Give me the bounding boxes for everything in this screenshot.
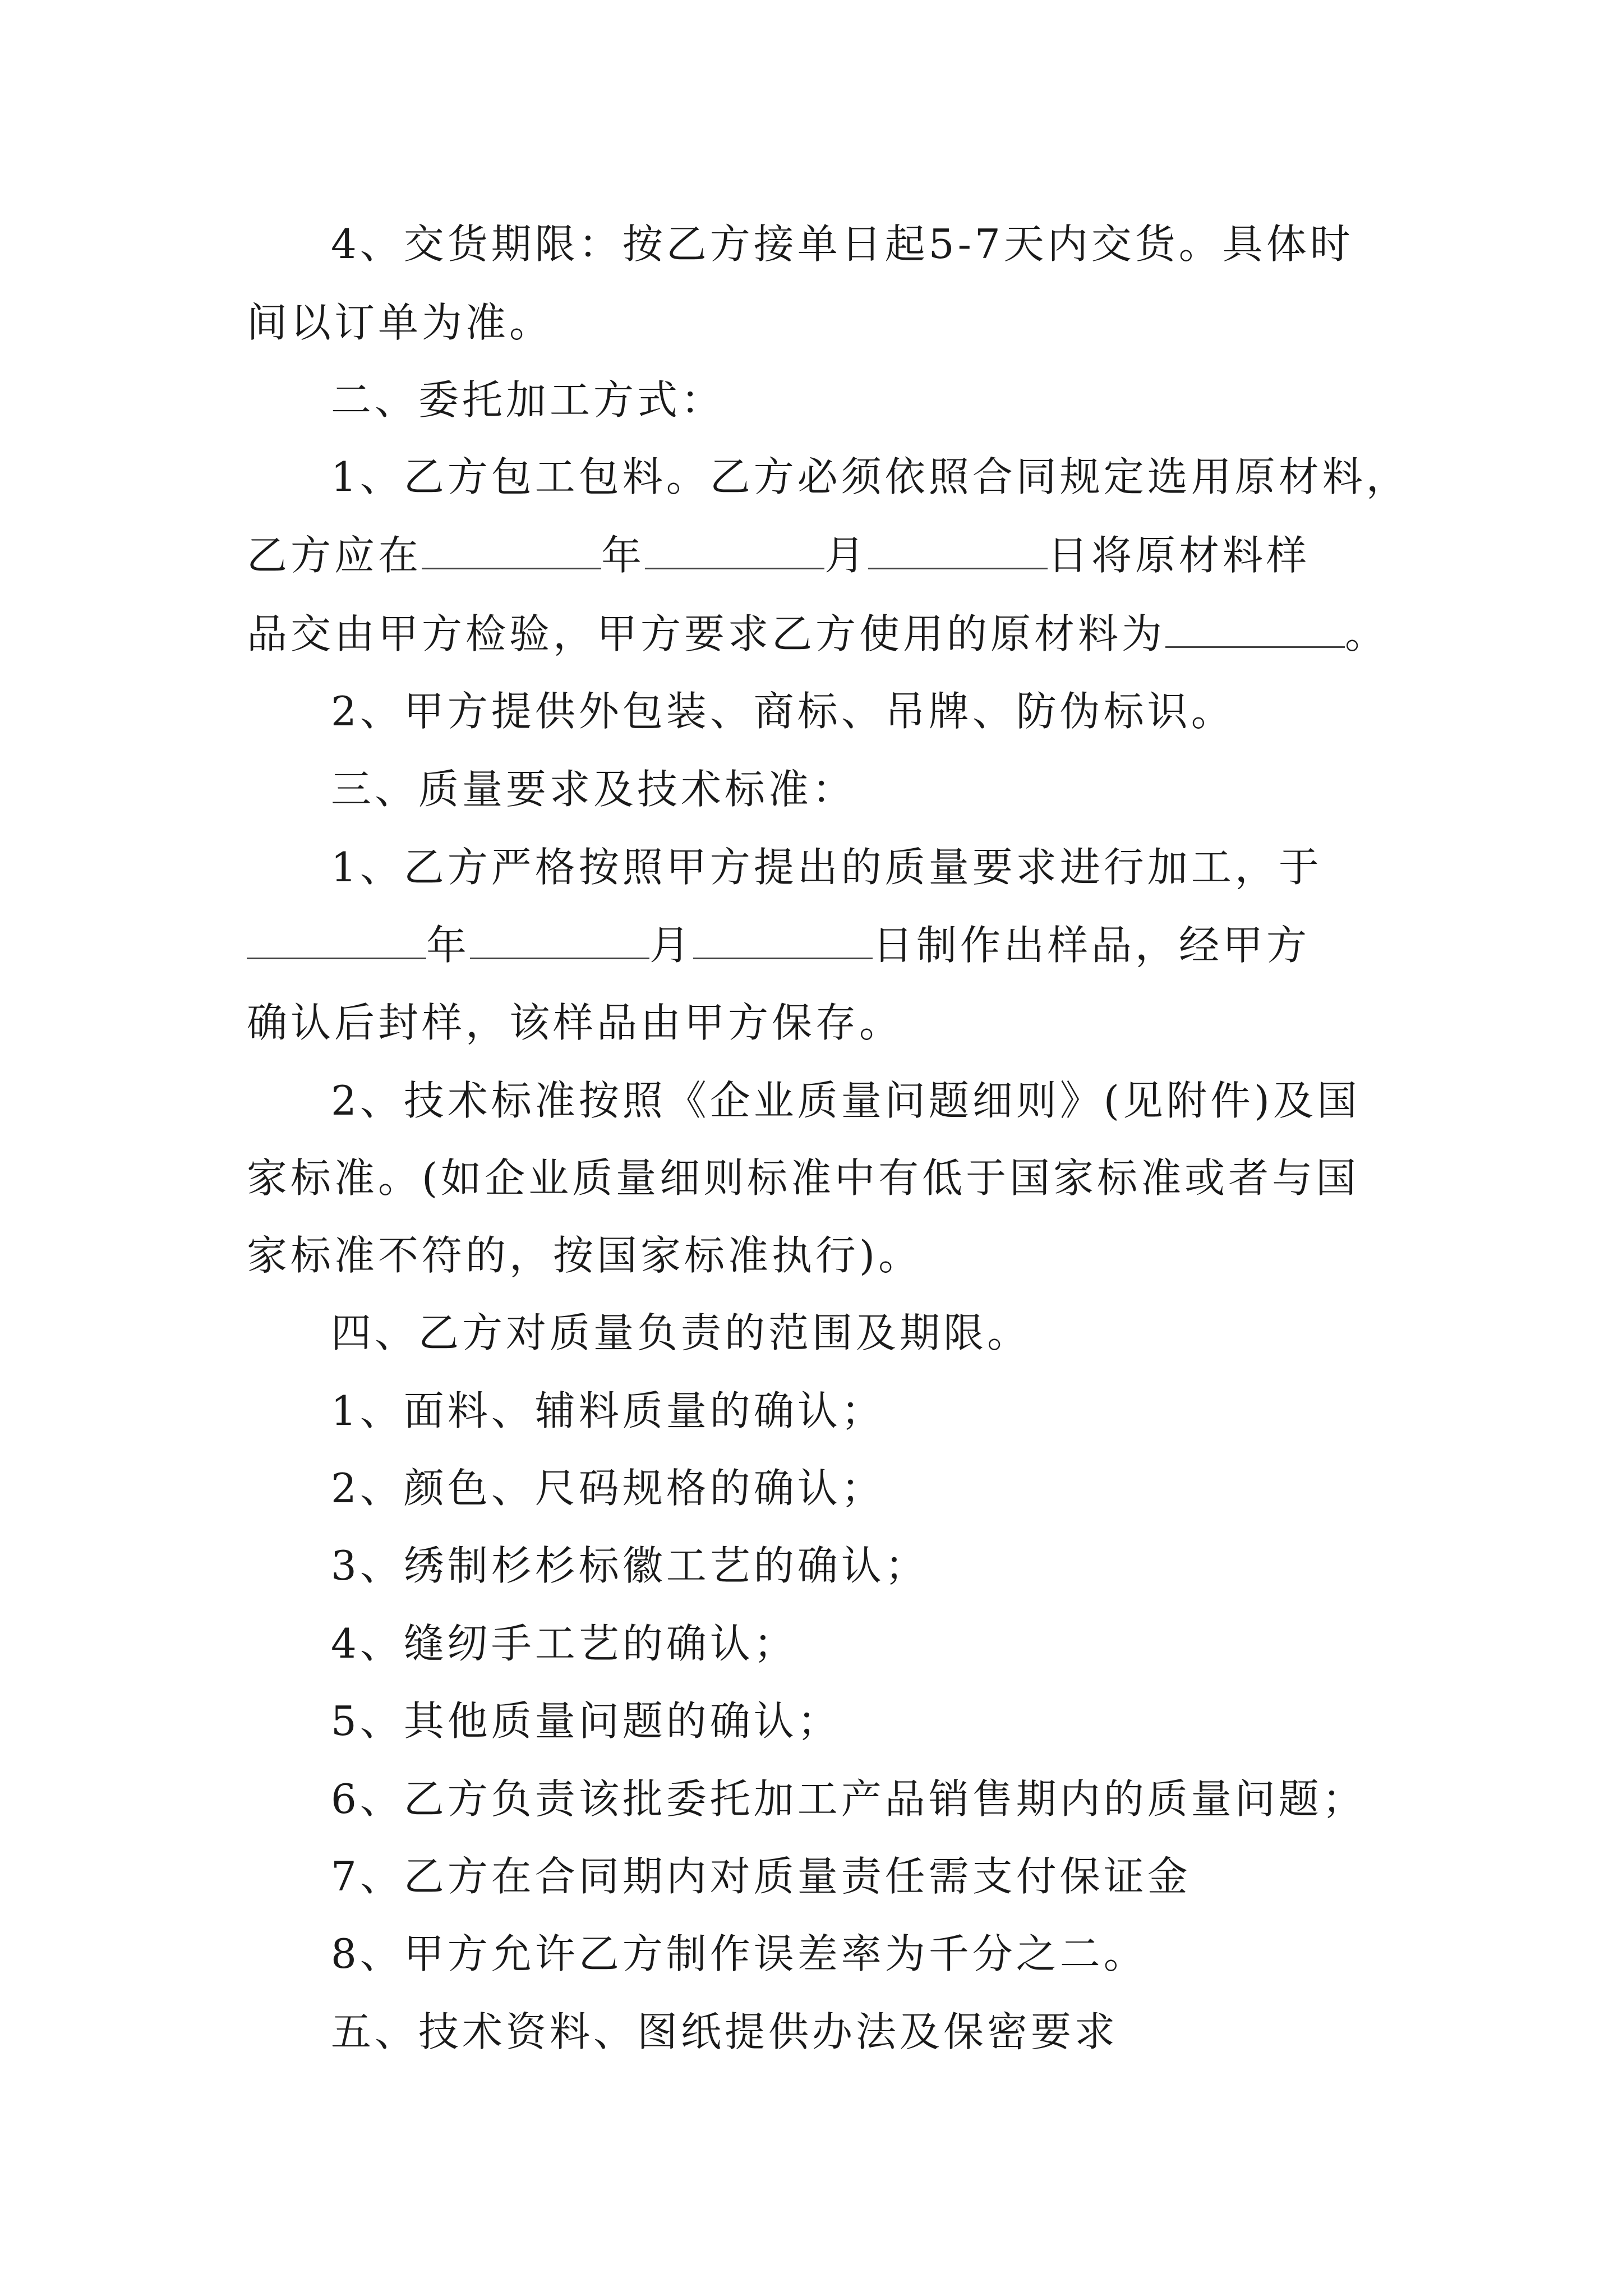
list-item: 7、乙方在合同期内对质量责任需支付保证金 xyxy=(331,1853,1191,1900)
paragraph-line-with-blanks xyxy=(0,606,1623,662)
paragraph-line: 4、交货期限：按乙方接单日起5-7天内交货。具体时 xyxy=(331,220,1354,268)
list-item: 6、乙方负责该批委托加工产品销售期内的质量问题； xyxy=(331,1775,1366,1823)
paragraph-line: 家标准不符的，按国家标准执行)。 xyxy=(247,1232,923,1279)
paragraph-line: 2、技术标准按照《企业质量问题细则》(见附件)及国 xyxy=(331,1077,1361,1124)
list-item: 1、面料、辅料质量的确认； xyxy=(331,1387,885,1434)
text-fragment: 乙方应在 xyxy=(247,532,422,579)
text-fragment: 日将原材料样 xyxy=(1048,532,1311,579)
text-fragment: 日制作出样品，经甲方 xyxy=(873,922,1311,969)
text-fragment: 年 xyxy=(601,532,645,579)
list-item: 4、缝纫手工艺的确认； xyxy=(331,1620,797,1667)
fill-in-blank xyxy=(693,918,873,959)
fill-in-blank xyxy=(422,528,601,569)
fill-in-blank xyxy=(247,918,426,959)
paragraph-line: 家标准。(如企业质量细则标准中有低于国家标准或者与国 xyxy=(247,1154,1360,1202)
text-fragment: 品交由甲方检验，甲方要求乙方使用的原材料为 xyxy=(247,610,1166,657)
list-item: 3、绣制杉杉标徽工艺的确认； xyxy=(331,1542,929,1589)
section-heading: 三、质量要求及技术标准： xyxy=(331,766,856,813)
section-heading: 二、委托加工方式： xyxy=(331,376,725,424)
text-fragment: 。 xyxy=(1345,610,1389,657)
text-fragment: 月 xyxy=(649,922,694,969)
section-heading: 五、技术资料、图纸提供办法及保密要求 xyxy=(331,2008,1119,2055)
paragraph-line-with-blanks xyxy=(0,527,1623,583)
paragraph-line: 间以订单为准。 xyxy=(247,299,554,346)
paragraph-line-with-blanks xyxy=(0,917,1623,973)
fill-in-blank xyxy=(645,528,824,569)
text-fragment: 年 xyxy=(426,922,471,969)
paragraph-line: 1、乙方包工包料。乙方必须依照合同规定选用原材料， xyxy=(331,453,1410,500)
list-item: 2、颜色、尺码规格的确认； xyxy=(331,1465,885,1512)
paragraph-line: 2、甲方提供外包装、商标、吊牌、防伪标识。 xyxy=(331,688,1235,735)
fill-in-blank xyxy=(1165,607,1345,648)
text-fragment: 月 xyxy=(824,532,869,579)
fill-in-blank xyxy=(470,918,649,959)
fill-in-blank xyxy=(868,528,1048,569)
section-heading: 四、乙方对质量负责的范围及期限。 xyxy=(331,1309,1031,1356)
paragraph-line: 确认后封样，该样品由甲方保存。 xyxy=(247,999,903,1046)
list-item: 8、甲方允许乙方制作误差率为千分之二。 xyxy=(331,1930,1147,1977)
list-item: 5、其他质量问题的确认； xyxy=(331,1697,841,1745)
paragraph-line: 1、乙方严格按照甲方提出的质量要求进行加工，于 xyxy=(331,844,1322,891)
